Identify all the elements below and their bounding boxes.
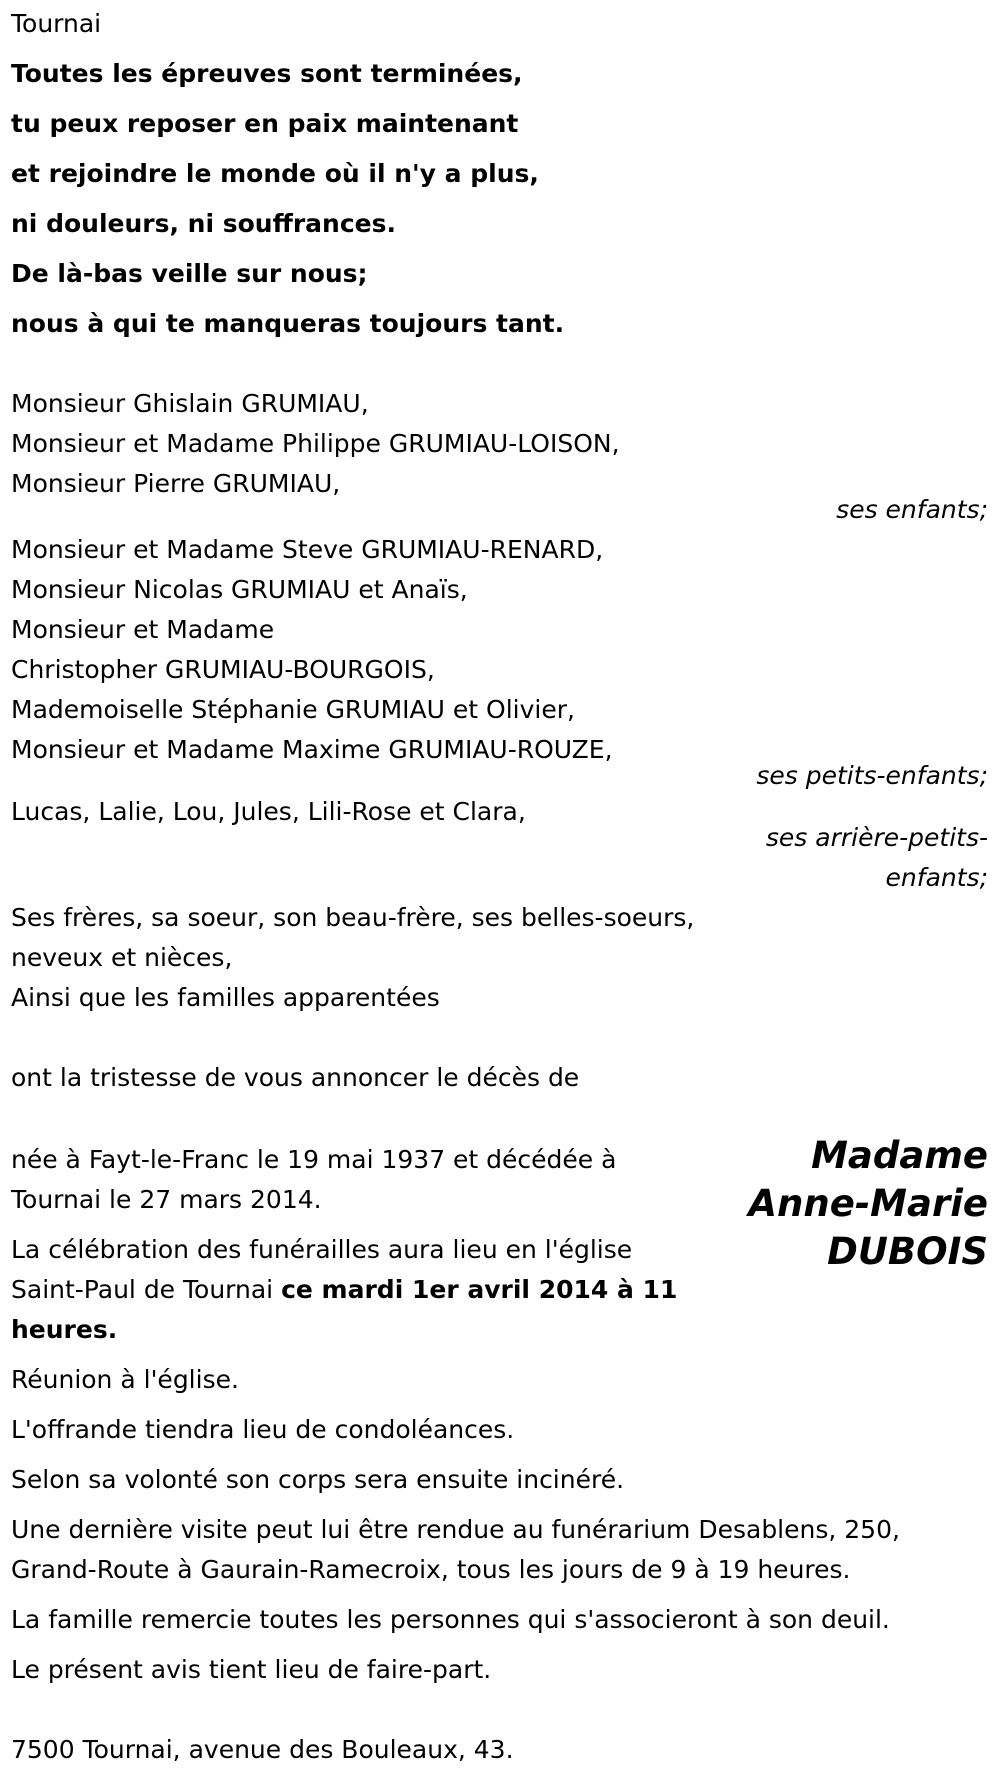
grandchild-name: Monsieur Nicolas GRUMIAU et Anaïs, [11,575,468,604]
poem-line: De là-bas veille sur nous; [11,259,368,288]
grandchild-name: Monsieur et Madame [11,615,275,644]
relatives-line: Ainsi que les familles apparentées [11,983,440,1012]
offering-note: L'offrande tiendra lieu de condoléances. [11,1415,515,1444]
notice-note: Le présent avis tient lieu de faire-part. [11,1655,492,1684]
deceased-name [748,1132,988,1276]
great-grandchildren-label: ses arrière-petits- [765,823,988,852]
funeral-place: Saint-Paul de Tournai [11,1275,282,1304]
birth-death-line: née à Fayt-le-Franc le 19 mai 1937 et décédée à [11,1145,617,1174]
funeral-line: La célébration des funérailles aura lieu en l'église [11,1235,633,1264]
child-name: Monsieur et Madame Philippe GRUMIAU-LOISON, [11,429,620,458]
great-grandchildren-names: Lucas, Lalie, Lou, Jules, Lili-Rose et Clara, [11,797,526,826]
children-label: ses enfants; [836,495,988,524]
grandchild-name: Christopher GRUMIAU-BOURGOIS, [11,655,435,684]
thanks-note: La famille remercie toutes les personnes qui s'associeront à son deuil. [11,1605,890,1634]
relatives-line: Ses frères, sa soeur, son beau-frère, ses belles-soeurs, [11,903,695,932]
grandchildren-label: ses petits-enfants; [756,761,988,790]
funeral-date: ce mardi 1er avril 2014 à 11 [281,1275,678,1304]
poem-line: ni douleurs, ni souffrances. [11,209,396,238]
meeting-note: Réunion à l'église. [11,1365,239,1394]
announcement: ont la tristesse de vous annoncer le décès de [11,1063,580,1092]
poem-line: tu peux reposer en paix maintenant [11,109,519,138]
great-grandchildren-label: enfants; [885,863,988,892]
deceased-title: Madame [811,1134,988,1177]
poem-line: nous à qui te manqueras toujours tant. [11,309,565,338]
cremation-note: Selon sa volonté son corps sera ensuite incinéré. [11,1465,625,1494]
poem-line: et rejoindre le monde où il n'y a plus, [11,159,539,188]
child-name: Monsieur Pierre GRUMIAU, [11,469,341,498]
address: 7500 Tournai, avenue des Bouleaux, 43. [11,1735,514,1764]
visit-note: Une dernière visite peut lui être rendue au funérarium Desablens, 250, [11,1515,900,1544]
deceased-last-name: DUBOIS [827,1230,988,1273]
funeral-line [11,1270,677,1310]
child-name: Monsieur Ghislain GRUMIAU, [11,389,369,418]
funeral-time: heures. [11,1315,118,1344]
location-heading: Tournai [11,9,102,38]
grandchild-name: Monsieur et Madame Steve GRUMIAU-RENARD, [11,535,604,564]
birth-death-line: Tournai le 27 mars 2014. [11,1185,322,1214]
relatives-line: neveux et nièces, [11,943,233,972]
grandchild-name: Mademoiselle Stéphanie GRUMIAU et Olivier, [11,695,575,724]
deceased-first-name: Anne-Marie [748,1182,988,1225]
visit-note: Grand-Route à Gaurain-Ramecroix, tous les jours de 9 à 19 heures. [11,1555,851,1584]
poem-line: Toutes les épreuves sont terminées, [11,59,523,88]
grandchild-name: Monsieur et Madame Maxime GRUMIAU-ROUZE, [11,735,613,764]
